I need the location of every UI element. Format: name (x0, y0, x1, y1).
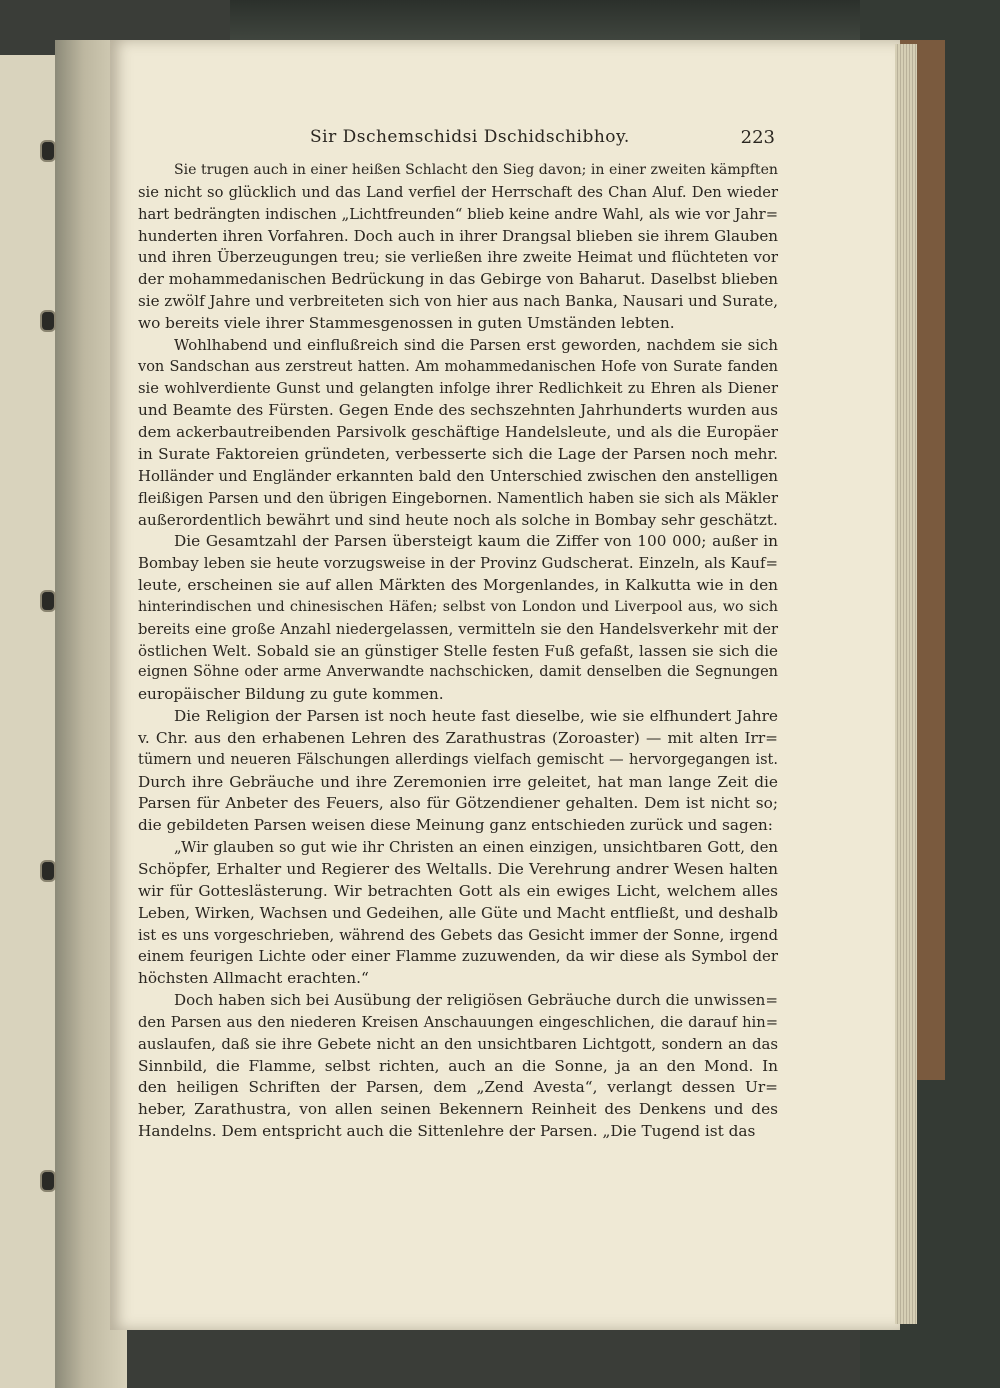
text-line: v. Chr. aus den erhabenen Lehren des Zarathustras (Zoroaster) — mit alten Irr= (138, 728, 778, 747)
text-line: Bombay leben sie heute vorzugsweise in der Provinz Gudscherat. Einzeln, als Kauf= (138, 554, 778, 573)
text-line: von Sandschan aus zerstreut hatten. Am mohammedanischen Hofe von Surate fanden (138, 358, 778, 375)
page-body-text (138, 160, 778, 1143)
paragraph (138, 990, 778, 1143)
text-line: Doch haben sich bei Ausübung der religiösen Gebräuche durch die unwissen= (174, 991, 778, 1010)
text-line: sie nicht so glücklich und das Land verfiel der Herrschaft des Chan Aluf. Den wieder (138, 183, 778, 201)
text-line: fleißigen Parsen und den übrigen Eingebornen. Namentlich haben sie sich als Mäkler (138, 489, 778, 507)
text-line: leute, erscheinen sie auf allen Märkten des Morgenlandes, in Kalkutta wie in den (138, 576, 778, 595)
text-line: wo bereits viele ihrer Stammesgenossen in guten Umständen lebten. (138, 313, 675, 332)
text-line: bereits eine große Anzahl niedergelassen, vermitteln sie den Handelsverkehr mit der (138, 620, 778, 638)
text-line: auslaufen, daß sie ihre Gebete nicht an den unsichtbaren Lichtgott, sondern an das (138, 1034, 778, 1053)
paragraph (138, 837, 778, 990)
text-line: östlichen Welt. Sobald sie an günstiger Stelle festen Fuß gefaßt, lassen sie sich die (138, 641, 778, 660)
text-line: hunderten ihren Vorfahren. Doch auch in ihrer Drangsal blieben sie ihrem Glauben (138, 226, 778, 245)
text-line: in Surate Faktoreien gründeten, verbesserte sich die Lage der Parsen noch mehr. (138, 444, 778, 463)
paragraph (138, 335, 778, 532)
binding-ring (40, 310, 56, 332)
text-line: höchsten Allmacht erachten.“ (138, 969, 369, 988)
text-line: außerordentlich bewährt und sind heute noch als solche in Bombay sehr geschätzt. (138, 510, 778, 529)
text-line: Handelns. Dem entspricht auch die Sittenlehre der Parsen. „Die Tugend ist das (138, 1122, 756, 1141)
binding-ring (40, 1170, 56, 1192)
text-line: europäischer Bildung zu gute kommen. (138, 685, 444, 704)
text-line: hart bedrängten indischen „Lichtfreunden“ blieb keine andre Wahl, als wie vor Jahr= (138, 205, 778, 223)
text-line: einem feurigen Lichte oder einer Flamme zuzuwenden, da wir diese als Symbol der (138, 947, 778, 966)
text-line: den Parsen aus den niederen Kreisen Anschauungen eingeschlichen, die darauf hin= (138, 1013, 778, 1031)
text-line: „Wir glauben so gut wie ihr Christen an einen einzigen, unsichtbaren Gott, den (174, 838, 778, 857)
binding-ring (40, 860, 56, 882)
text-line: Schöpfer, Erhalter und Regierer des Weltalls. Die Verehrung andrer Wesen halten (138, 860, 778, 878)
text-line: Holländer und Engländer erkannten bald den Unterschied zwischen den anstelligen (138, 466, 778, 485)
paragraph (138, 531, 778, 706)
binding-ring (40, 590, 56, 612)
paragraph (138, 706, 778, 837)
text-line: der mohammedanischen Bedrückung in das Gebirge von Baharut. Daselbst blieben (138, 270, 778, 289)
page-edges (895, 44, 917, 1324)
text-line: den heiligen Schriften der Parsen, dem „Zend Avesta“, verlangt dessen Ur= (138, 1078, 778, 1097)
page-number: 223 (740, 127, 775, 148)
text-line: Leben, Wirken, Wachsen und Gedeihen, alle Güte und Macht entfließt, und deshalb (138, 903, 778, 922)
text-line: Die Gesamtzahl der Parsen übersteigt kaum die Ziffer von 100 000; außer in (174, 532, 778, 551)
paragraph (138, 160, 778, 335)
text-line: wir für Gotteslästerung. Wir betrachten Gott als ein ewiges Licht, welchem alles (138, 881, 778, 900)
text-line: sie wohlverdiente Gunst und gelangten infolge ihrer Redlichkeit zu Ehren als Diener (138, 380, 778, 398)
text-line: Sinnbild, die Flamme, selbst richten, auch an die Sonne, ja an den Mond. In (138, 1056, 778, 1075)
text-line: Durch ihre Gebräuche und ihre Zeremonien irre geleitet, hat man lange Zeit die (138, 772, 778, 791)
text-line: ist es uns vorgeschrieben, während des Gebets das Gesicht immer der Sonne, irgend (138, 926, 778, 944)
text-line: Sie trugen auch in einer heißen Schlacht den Sieg davon; in einer zweiten kämpften (174, 162, 778, 178)
text-line: tümern und neueren Fälschungen allerdings vielfach gemischt — hervorgegangen ist. (138, 751, 778, 768)
running-title: Sir Dschemschidsi Dschidschibhoy. (310, 127, 630, 147)
text-line: und Beamte des Fürsten. Gegen Ende des sechszehnten Jahrhunderts wurden aus (138, 401, 778, 420)
text-line: die gebildeten Parsen weisen diese Meinung ganz entschieden zurück und sagen: (138, 816, 773, 835)
text-line: sie zwölf Jahre und verbreiteten sich von hier aus nach Banka, Nausari und Surate, (138, 292, 779, 311)
text-line: heber, Zarathustra, von allen seinen Bekennern Reinheit des Denkens und des (138, 1100, 778, 1119)
text-line: und ihren Überzeugungen treu; sie verließen ihre zweite Heimat und flüchteten vor (138, 248, 778, 267)
text-line: eignen Söhne oder arme Anverwandte nachschicken, damit denselben die Segnungen (138, 664, 778, 681)
binding-ring (40, 140, 56, 162)
text-line: Parsen für Anbeter des Feuers, also für Götzendiener gehalten. Dem ist nicht so; (138, 794, 778, 813)
text-line: Wohlhabend und einflußreich sind die Parsen erst geworden, nachdem sie sich (174, 335, 778, 354)
running-header (140, 127, 775, 149)
text-line: Die Religion der Parsen ist noch heute fast dieselbe, wie sie elfhundert Jahre (174, 707, 778, 726)
text-line: hinterindischen und chinesischen Häfen; selbst von London und Liverpool aus, wo sich (138, 598, 778, 615)
text-line: dem ackerbautreibenden Parsivolk geschäftige Handelsleute, und als die Europäer (138, 423, 778, 442)
